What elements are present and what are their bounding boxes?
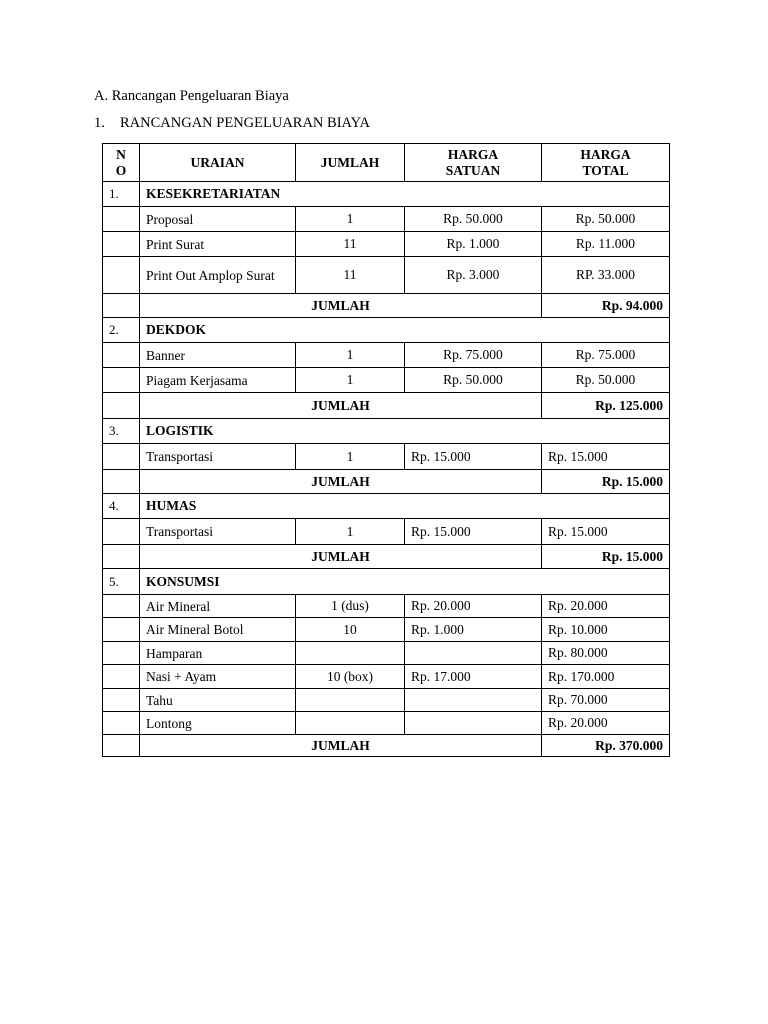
row-number-empty (103, 232, 140, 257)
item-harga-satuan: Rp. 15.000 (405, 444, 542, 470)
item-uraian: Transportasi (140, 519, 296, 545)
item-uraian: Lontong (140, 712, 296, 735)
item-jumlah: 1 (dus) (296, 595, 405, 618)
item-harga-satuan: Rp. 50.000 (405, 207, 542, 232)
item-uraian: Transportasi (140, 444, 296, 470)
subtotal-value: Rp. 125.000 (542, 393, 670, 419)
row-number-empty (103, 618, 140, 642)
table-row (103, 618, 670, 642)
subtotal-value: Rp. 15.000 (542, 470, 670, 494)
item-jumlah (296, 689, 405, 712)
row-number: 2. (103, 318, 140, 343)
row-number: 5. (103, 569, 140, 595)
item-harga-satuan (405, 712, 542, 735)
row-number-empty (103, 642, 140, 665)
item-uraian: Tahu (140, 689, 296, 712)
category-row (103, 182, 670, 207)
subtotal-row (103, 735, 670, 757)
table-row (103, 519, 670, 545)
subtotal-value: Rp. 15.000 (542, 545, 670, 569)
row-number-empty (103, 595, 140, 618)
subtotal-label: JUMLAH (140, 393, 542, 419)
header-jumlah: JUMLAH (296, 144, 405, 182)
row-number-empty (103, 343, 140, 368)
subtotal-row (103, 545, 670, 569)
item-harga-satuan: Rp. 1.000 (405, 232, 542, 257)
table-row (103, 368, 670, 393)
row-number-empty (103, 519, 140, 545)
item-uraian: Piagam Kerjasama (140, 368, 296, 393)
item-harga-total: Rp. 80.000 (542, 642, 670, 665)
item-harga-total: Rp. 20.000 (542, 712, 670, 735)
item-harga-satuan: Rp. 15.000 (405, 519, 542, 545)
section-heading-a: A. Rancangan Pengeluaran Biaya (94, 88, 289, 104)
item-jumlah: 11 (296, 232, 405, 257)
row-number: 1. (103, 182, 140, 207)
category-row (103, 419, 670, 444)
row-number-empty (103, 545, 140, 569)
item-jumlah: 11 (296, 257, 405, 294)
item-jumlah: 1 (296, 343, 405, 368)
item-harga-satuan: Rp. 20.000 (405, 595, 542, 618)
table-row (103, 232, 670, 257)
item-harga-satuan: Rp. 75.000 (405, 343, 542, 368)
item-jumlah (296, 642, 405, 665)
item-harga-total: Rp. 15.000 (542, 444, 670, 470)
item-harga-total: Rp. 20.000 (542, 595, 670, 618)
row-number-empty (103, 444, 140, 470)
header-harga-total: HARGA TOTAL (542, 144, 670, 182)
table-row (103, 343, 670, 368)
row-number-empty (103, 470, 140, 494)
section-heading-1 (94, 115, 370, 132)
header-no: N O (103, 144, 140, 182)
category-title: KONSUMSI (140, 569, 670, 595)
table-row (103, 642, 670, 665)
category-title: LOGISTIK (140, 419, 670, 444)
row-number-empty (103, 294, 140, 318)
table-row (103, 257, 670, 294)
subtotal-label: JUMLAH (140, 545, 542, 569)
item-harga-total: Rp. 10.000 (542, 618, 670, 642)
row-number: 3. (103, 419, 140, 444)
subtotal-row (103, 294, 670, 318)
subtotal-row (103, 393, 670, 419)
item-uraian: Print Surat (140, 232, 296, 257)
row-number-empty (103, 665, 140, 689)
category-title: HUMAS (140, 494, 670, 519)
item-harga-total: RP. 33.000 (542, 257, 670, 294)
subtotal-label: JUMLAH (140, 735, 542, 757)
subtotal-label: JUMLAH (140, 294, 542, 318)
row-number-empty (103, 368, 140, 393)
item-uraian: Banner (140, 343, 296, 368)
item-harga-satuan (405, 642, 542, 665)
item-harga-satuan: Rp. 50.000 (405, 368, 542, 393)
item-harga-satuan (405, 689, 542, 712)
item-jumlah: 1 (296, 207, 405, 232)
item-uraian: Print Out Amplop Surat (140, 257, 296, 294)
row-number-empty (103, 393, 140, 419)
item-uraian: Air Mineral Botol (140, 618, 296, 642)
table-row (103, 595, 670, 618)
item-jumlah: 10 (box) (296, 665, 405, 689)
item-uraian: Nasi + Ayam (140, 665, 296, 689)
item-harga-satuan: Rp. 17.000 (405, 665, 542, 689)
item-harga-satuan: Rp. 1.000 (405, 618, 542, 642)
subtotal-row (103, 470, 670, 494)
item-harga-total: Rp. 70.000 (542, 689, 670, 712)
category-row (103, 494, 670, 519)
item-uraian: Hamparan (140, 642, 296, 665)
category-title: DEKDOK (140, 318, 670, 343)
item-uraian: Proposal (140, 207, 296, 232)
heading-number: 1. (94, 115, 105, 131)
header-harga-satuan: HARGA SATUAN (405, 144, 542, 182)
table-header-row (103, 144, 670, 182)
table-row (103, 689, 670, 712)
item-jumlah: 1 (296, 444, 405, 470)
row-number-empty (103, 735, 140, 757)
budget-table (102, 143, 670, 757)
row-number-empty (103, 689, 140, 712)
item-harga-total: Rp. 170.000 (542, 665, 670, 689)
header-uraian: URAIAN (140, 144, 296, 182)
item-harga-total: Rp. 50.000 (542, 207, 670, 232)
table-row (103, 712, 670, 735)
table-row (103, 665, 670, 689)
row-number-empty (103, 207, 140, 232)
item-uraian: Air Mineral (140, 595, 296, 618)
item-harga-satuan: Rp. 3.000 (405, 257, 542, 294)
item-harga-total: Rp. 50.000 (542, 368, 670, 393)
subtotal-value: Rp. 94.000 (542, 294, 670, 318)
row-number-empty (103, 712, 140, 735)
heading-text: RANCANGAN PENGELUARAN BIAYA (120, 115, 371, 131)
item-jumlah: 1 (296, 519, 405, 545)
item-harga-total: Rp. 15.000 (542, 519, 670, 545)
category-row (103, 318, 670, 343)
item-jumlah: 10 (296, 618, 405, 642)
item-jumlah: 1 (296, 368, 405, 393)
category-row (103, 569, 670, 595)
item-harga-total: Rp. 75.000 (542, 343, 670, 368)
subtotal-label: JUMLAH (140, 470, 542, 494)
table-row (103, 207, 670, 232)
row-number-empty (103, 257, 140, 294)
item-harga-total: Rp. 11.000 (542, 232, 670, 257)
subtotal-value: Rp. 370.000 (542, 735, 670, 757)
row-number: 4. (103, 494, 140, 519)
item-jumlah (296, 712, 405, 735)
table-row (103, 444, 670, 470)
category-title: KESEKRETARIATAN (140, 182, 670, 207)
